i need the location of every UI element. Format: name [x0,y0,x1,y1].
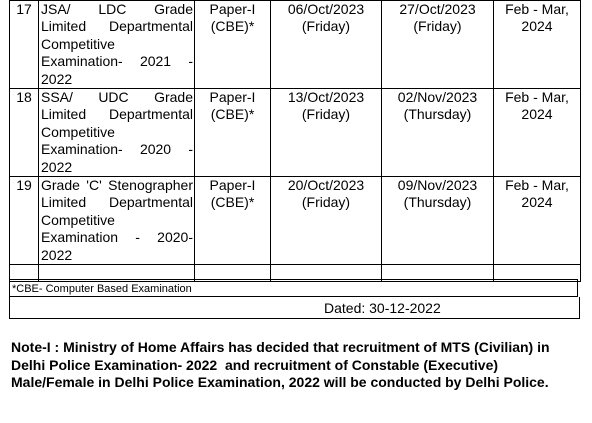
second-date: 09/Nov/2023 [397,177,478,194]
result-cell [494,177,581,265]
result-year: 2024 [521,106,553,123]
paper-cell [195,89,271,177]
result-cell [494,89,581,177]
second-date: 27/Oct/2023 [399,1,476,17]
footnote: *CBE- Computer Based Examination [9,279,578,297]
exam-name-line: 2022 [41,70,73,87]
exam-date: 06/Oct/2023 [287,1,365,17]
paper-mode: (CBE)* [210,106,255,123]
second-day: (Thursday) [403,194,472,211]
paper-label: Paper-I [209,177,256,194]
exam-schedule-table [9,0,581,282]
exam-name-line: Limited Departmental [41,194,193,211]
table-row [10,89,581,177]
exam-name [39,89,195,177]
result-months: Feb - Mar, [505,177,569,194]
exam-date-cell [271,1,382,89]
table-row [10,177,581,265]
exam-name-line: Examination- 2020 - [41,141,193,158]
result-year: 2024 [521,194,553,211]
exam-name-line: Limited Departmental [41,18,193,35]
second-day: (Friday) [413,18,462,35]
exam-name-line: Competitive [41,211,115,228]
paper-mode: (CBE)* [210,194,255,211]
table-row [10,1,581,89]
exam-name-line: Examination- 2021 - [41,53,193,70]
second-date-cell [382,89,494,177]
exam-day: (Friday) [301,194,351,211]
paper-label: Paper-I [209,1,256,17]
exam-name-line: 2022 [41,246,73,263]
exam-day: (Friday) [301,106,351,123]
result-months: Feb - Mar, [505,1,569,17]
note-paragraph [11,339,586,392]
exam-date: 13/Oct/2023 [287,89,365,106]
serial-number: 19 [10,177,39,265]
exam-name [39,177,195,265]
paper-cell [195,177,271,265]
exam-name-line: Examination - 2020- [41,229,193,246]
exam-name-line: SSA/ UDC Grade [41,89,193,106]
dated-line: Dated: 30-12-2022 [9,297,580,319]
result-months: Feb - Mar, [505,89,569,106]
exam-name-line: Competitive [41,123,115,140]
exam-name-line: Grade 'C' Stenographer [41,177,193,194]
exam-date: 20/Oct/2023 [287,177,365,194]
exam-day: (Friday) [301,18,351,35]
note-line: Note-I : Ministry of Home Affairs has decided that recruitment of MTS (Civilian) in [11,339,550,355]
paper-label: Paper-I [209,89,256,106]
second-date-cell [382,177,494,265]
second-date-cell [382,1,494,89]
result-year: 2024 [521,18,553,35]
exam-date-cell [271,89,382,177]
second-day: (Thursday) [403,106,472,123]
note-line: Delhi Police Examination- 2022 and recruitment of Constable (Executive) [11,356,499,373]
second-date: 02/Nov/2023 [397,89,478,106]
serial-number: 18 [10,89,39,177]
exam-name-line: Competitive [41,35,115,52]
exam-name [39,1,195,89]
exam-date-cell [271,177,382,265]
paper-mode: (CBE)* [210,18,255,35]
paper-cell [195,1,271,89]
exam-name-line: 2022 [41,158,73,175]
exam-name-line: Limited Departmental [41,106,193,123]
note-line: Male/Female in Delhi Police Examination, 2022 will be conducted by Delhi Police. [11,374,549,390]
serial-number: 17 [10,1,39,89]
result-cell [494,1,581,89]
exam-name-line: JSA/ LDC Grade [41,1,193,17]
